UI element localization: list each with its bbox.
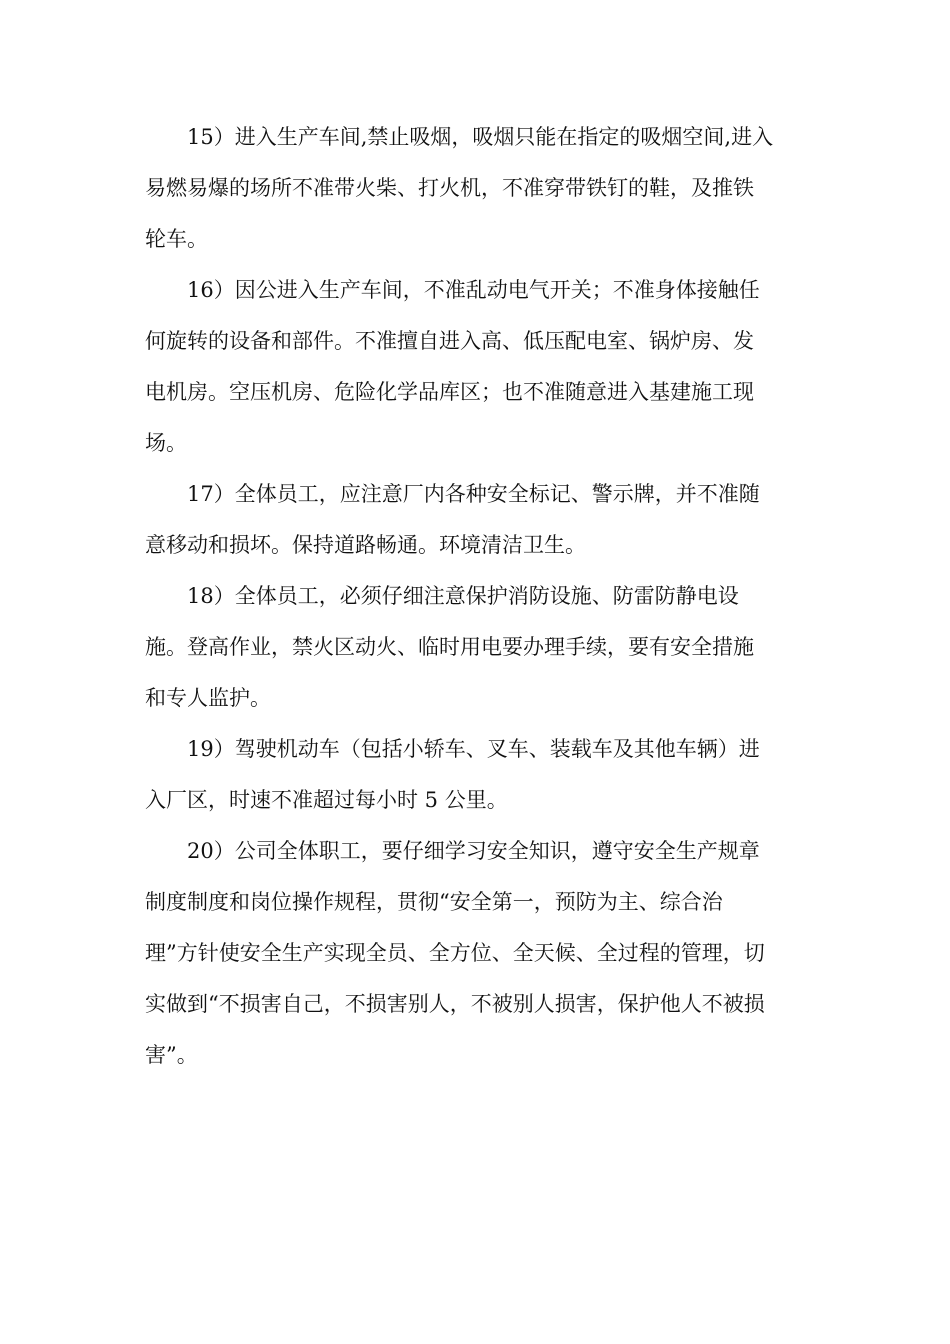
- clause-line: 制度制度和岗位操作规程，贯彻“安全第一，预防为主、综合治: [145, 890, 723, 914]
- clause-line: 15）进入生产车间,禁止吸烟，吸烟只能在指定的吸烟空间,进入: [187, 125, 774, 149]
- clause-line: 和专人监护。: [145, 686, 271, 710]
- clause-line: 20）公司全体职工，要仔细学习安全知识，遵守安全生产规章: [187, 839, 760, 863]
- clause-line: 轮车。: [145, 227, 208, 251]
- clause-line: 意移动和损坏。保持道路畅通。环境清洁卫生。: [145, 533, 586, 557]
- clause-16: [145, 265, 805, 469]
- clause-line: 17）全体员工，应注意厂内各种安全标记、警示牌，并不准随: [187, 482, 760, 506]
- clause-line: 施。登高作业，禁火区动火、临时用电要办理手续，要有安全措施: [145, 635, 754, 659]
- clause-15: [145, 112, 805, 265]
- clause-line: 16）因公进入生产车间，不准乱动电气开关；不准身体接触任: [187, 278, 760, 302]
- clause-line: 18）全体员工，必须仔细注意保护消防设施、防雷防静电设: [187, 584, 739, 608]
- clause-line: 19）驾驶机动车（包括小轿车、叉车、装载车及其他车辆）进: [187, 737, 760, 761]
- clause-line: 易燃易爆的场所不准带火柴、打火机，不准穿带铁钉的鞋，及推铁: [145, 176, 754, 200]
- document-body: [145, 112, 805, 1081]
- clause-20: [145, 826, 805, 1081]
- clause-line: 电机房。空压机房、危险化学品库区；也不准随意进入基建施工现: [145, 380, 754, 404]
- clause-17: [145, 469, 805, 571]
- clause-line: 场。: [145, 431, 187, 455]
- clause-18: [145, 571, 805, 724]
- clause-19: [145, 724, 805, 826]
- clause-line: 理”方针使安全生产实现全员、全方位、全天候、全过程的管理，切: [145, 941, 765, 965]
- clause-line: 害”。: [145, 1043, 198, 1067]
- clause-line: 实做到“不损害自己，不损害别人，不被别人损害，保护他人不被损: [145, 992, 765, 1016]
- clause-line: 何旋转的设备和部件。不准擅自进入高、低压配电室、锅炉房、发: [145, 329, 754, 353]
- clause-line: 入厂区，时速不准超过每小时 5 公里。: [145, 788, 508, 812]
